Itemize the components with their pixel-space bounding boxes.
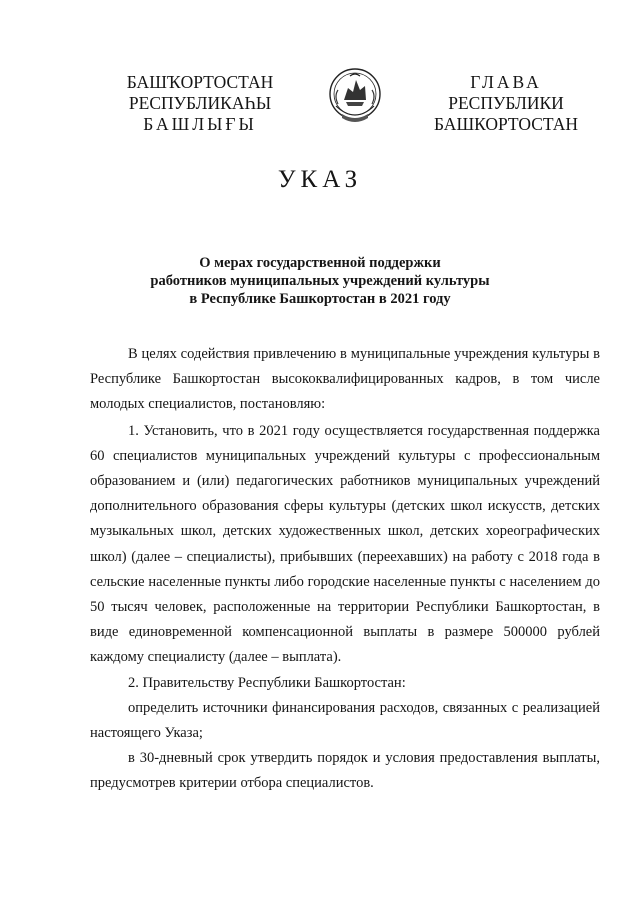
subject-line: работников муниципальных учреждений культуры <box>150 273 490 289</box>
issuer-line: ГЛАВА <box>470 72 542 92</box>
emblem-of-bashkortostan-icon <box>328 66 382 128</box>
issuer-line: БАШЛЫҒЫ <box>143 114 257 134</box>
clause-2-item-paragraph: определить источники финансирования расходов, связанных с реализацией настоящего Указа; <box>90 699 600 742</box>
preamble-paragraph: В целях содействия привлечению в муниципальные учреждения культуры в Республике Башкортостан высококвалифицированных кадров, в том числе молодых специалистов, постановляю: <box>90 346 600 413</box>
clause-1-paragraph: 1. Установить, что в 2021 году осуществляется государственная поддержка 60 специалистов муниципальных учреждений культуры с профессиональным образованием и (или) педагогических работников муниципальных учреждений дополнительного образования сферы культуры (детских школ искусств, детских музыкальных школ, детских художественных школ, детских хореографических школ) (далее – специалисты), прибывших (переехавших) на работу с 2018 года в сельские населенные пункты либо городские населенные пункты с населением до 50 тысяч человек, расположенные на территории Республики Башкортостан, в виде единовременной компенсационной выплаты в размере 500000 рублей каждому специалисту (далее – выплата). <box>90 422 600 666</box>
issuer-line: БАШҠОРТОСТАН <box>126 72 274 92</box>
subject-line: в Республике Башкортостан в 2021 году <box>189 291 451 307</box>
issuer-name-bashkir <box>96 72 304 135</box>
clause-2-paragraph: 2. Правительству Республики Башкортостан: <box>128 674 406 691</box>
issuer-line: БАШКОРТОСТАН <box>433 114 578 134</box>
issuer-line: РЕСПУБЛИКАҺЫ <box>128 93 272 113</box>
decree-subject <box>120 254 520 308</box>
clause-2-item-paragraph: в 30-дневный срок утвердить порядок и условия предоставления выплаты, предусмотрев критерии отбора специалистов. <box>90 750 600 792</box>
issuer-name-russian <box>420 72 592 135</box>
decree-body <box>90 342 600 797</box>
document-type: УКАЗ <box>277 166 363 193</box>
issuer-line: РЕСПУБЛИКИ <box>448 93 564 113</box>
subject-line: О мерах государственной поддержки <box>199 255 441 271</box>
